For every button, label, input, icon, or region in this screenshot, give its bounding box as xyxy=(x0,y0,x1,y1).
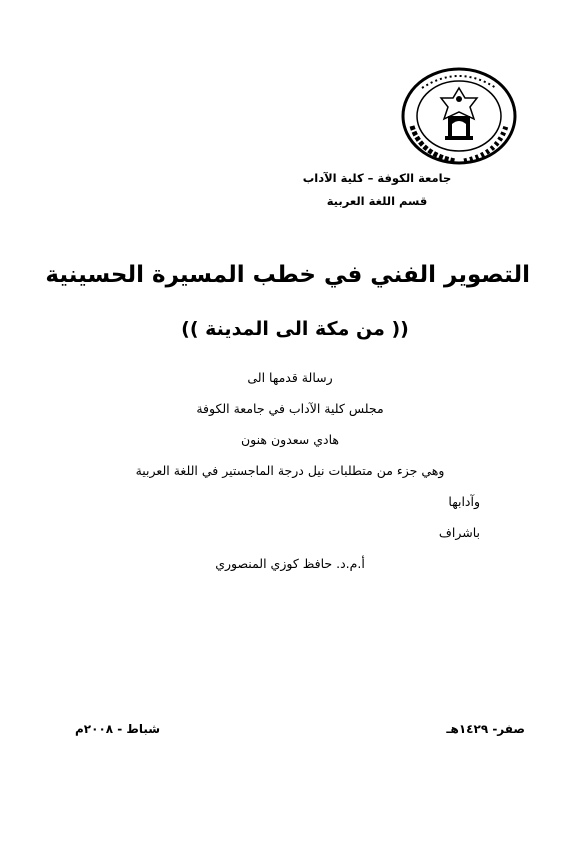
supervision-label: باشراف xyxy=(438,525,480,540)
department-line: قسم اللغة العربية xyxy=(326,194,428,208)
thesis-details xyxy=(80,362,500,579)
university-faculty-line: جامعة الكوفة – كلية الآداب xyxy=(302,171,452,185)
thesis-subtitle: (( من مكة الى المدينة )) xyxy=(181,318,409,340)
gregorian-date: شباط - ٢٠٠٨م xyxy=(75,722,161,736)
author-name: هادي سعدون هنون xyxy=(241,432,339,447)
requirement-line-continued: وآدابها xyxy=(448,494,480,509)
requirement-line: وهي جزء من متطلبات نيل درجة الماجستير في اللغة العربية xyxy=(135,463,445,478)
hijri-date: صفر- ١٤٢٩هـ xyxy=(446,722,525,736)
university-seal-icon xyxy=(400,66,518,166)
thesis-title: التصوير الفني في خطب المسيرة الحسينية xyxy=(45,262,530,288)
council-line: مجلس كلية الآداب في جامعة الكوفة xyxy=(196,401,384,416)
university-header xyxy=(247,167,507,213)
supervisor-name: أ.م.د. حافظ كوزي المنصوري xyxy=(215,556,365,571)
submitted-to-line: رسالة قدمها الى xyxy=(247,370,333,385)
